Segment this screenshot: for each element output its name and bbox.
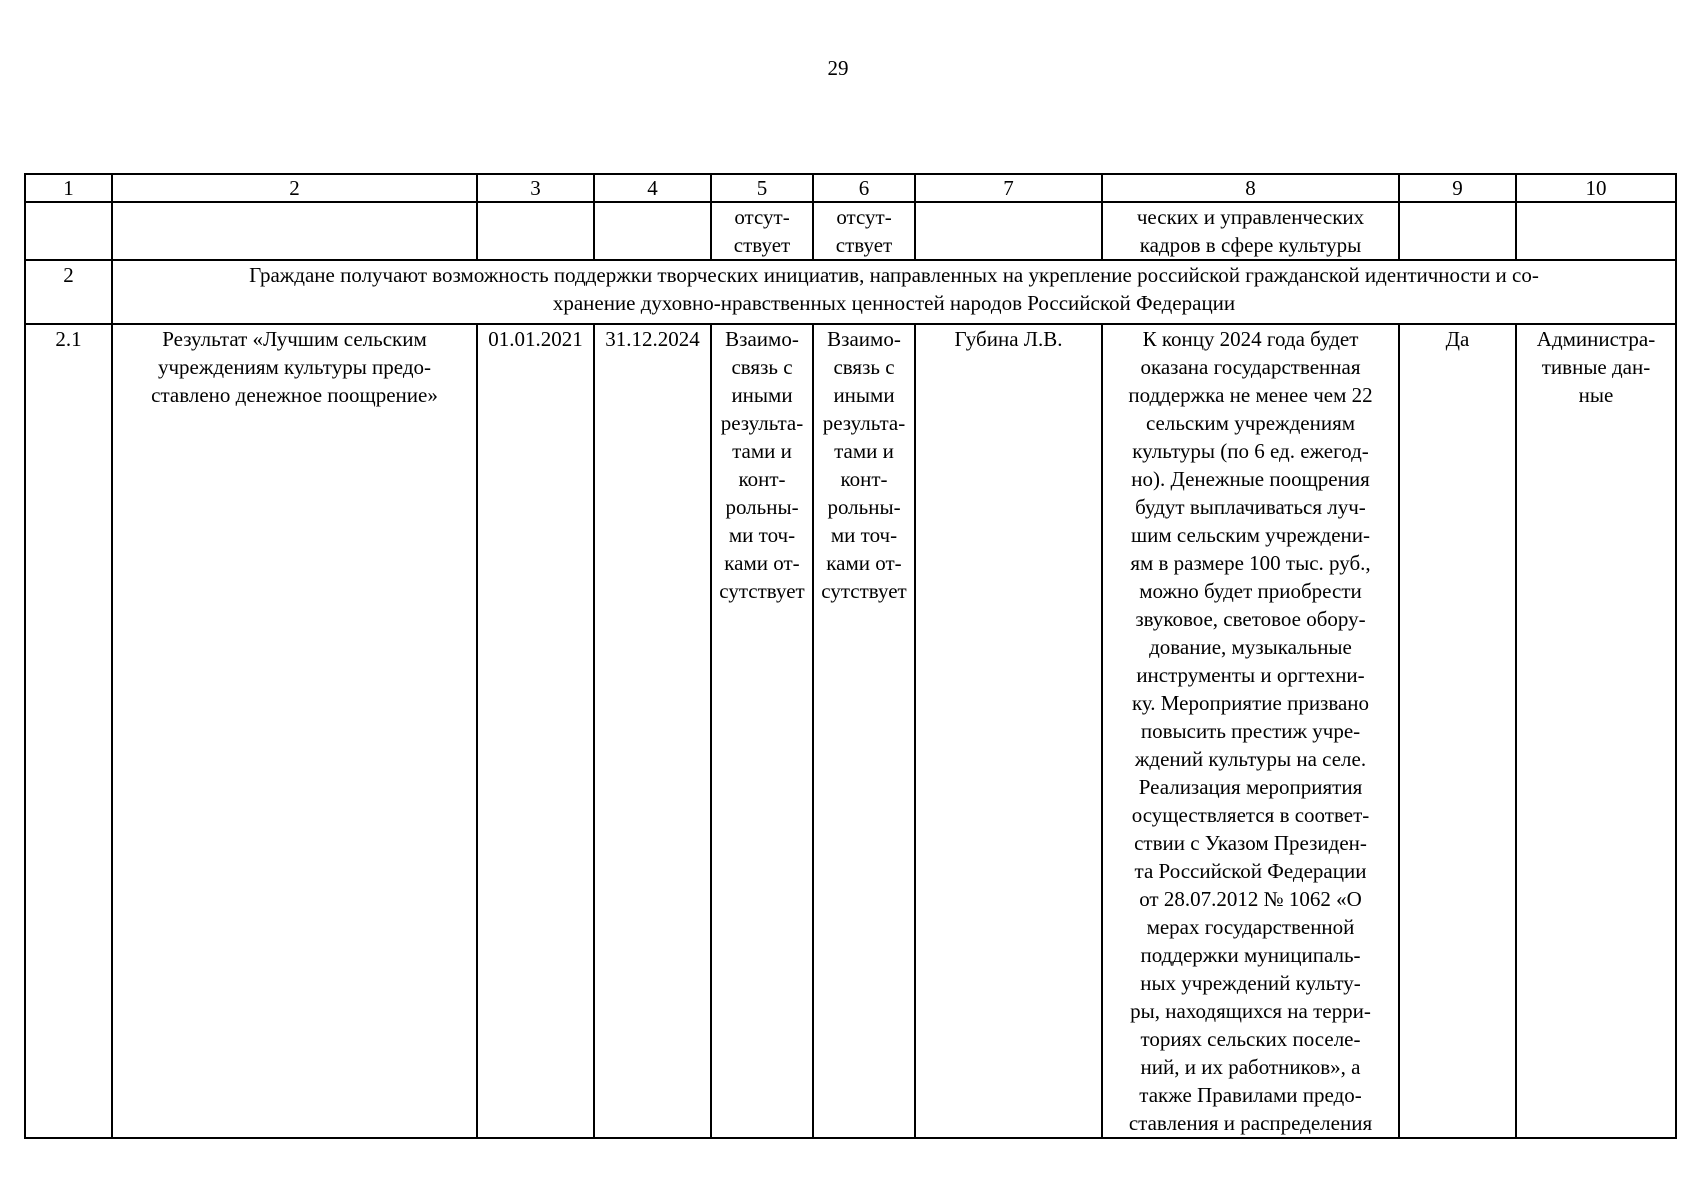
column-header: 1: [25, 174, 112, 202]
column-header: 8: [1102, 174, 1399, 202]
column-header: 6: [813, 174, 915, 202]
data-source: Администра- тивные дан- ные: [1516, 324, 1676, 1138]
column-header: 7: [915, 174, 1102, 202]
column-number-header-row: [25, 174, 1676, 202]
table-cell: [594, 202, 711, 260]
result-title: Результат «Лучшим сельским учреждениям культуры предо- ставлено денежное поощрение»: [112, 324, 477, 1138]
table-cell: отсут- ствует: [711, 202, 813, 260]
table-cell: ческих и управленческих кадров в сфере культуры: [1102, 202, 1399, 260]
result-row: [25, 324, 1676, 1138]
column-header: 10: [1516, 174, 1676, 202]
table-cell: отсут- ствует: [813, 202, 915, 260]
control-points-links-cell: Взаимо- связь с иными результа- тами и конт- рольны- ми точ- ками от- сутствует: [813, 324, 915, 1138]
result-flag: Да: [1399, 324, 1516, 1138]
column-header: 4: [594, 174, 711, 202]
responsible-person: Губина Л.В.: [915, 324, 1102, 1138]
start-date: 01.01.2021: [477, 324, 594, 1138]
column-header: 5: [711, 174, 813, 202]
table-cell: [1399, 202, 1516, 260]
result-number: 2.1: [25, 324, 112, 1138]
column-header: 2: [112, 174, 477, 202]
table-cell: [1516, 202, 1676, 260]
table-cell: [915, 202, 1102, 260]
continuation-row: [25, 202, 1676, 260]
result-links-cell: Взаимо- связь с иными результа- тами и конт- рольны- ми точ- ками от- сутствует: [711, 324, 813, 1138]
section-number: 2: [25, 260, 112, 324]
end-date: 31.12.2024: [594, 324, 711, 1138]
section-row: [25, 260, 1676, 324]
section-description: Граждане получают возможность поддержки творческих инициатив, направленных на укрепление российской гражданской идентичности и со- хранение духовно-нравственных ценностей народов Российской Федерации: [112, 260, 1676, 324]
result-description: К концу 2024 года будет оказана государственная поддержка не менее чем 22 сельским учреждениям культуры (по 6 ед. ежегод- но). Денежные поощрения будут выплачиваться луч- шим сельским учреждени- ям в размере 100 тыс. руб., можно будет приобрести звуковое, световое обору- дование, музыкальные инструменты и оргтехни- ку. Мероприятие призвано повысить престиж учре- ждений культуры на селе. Реализация мероприятия осуществляется в соответ- ствии с Указом Президен- та Российской Федерации от 28.07.2012 № 1062 «О мерах государственной поддержки муниципаль- ных учреждений культу- ры, находящихся на терри- ториях сельских поселе- ний, и их работников», а также Правилами предо- ставления и распределения: [1102, 324, 1399, 1138]
table-cell: [25, 202, 112, 260]
results-table: [24, 173, 1677, 1139]
table-cell: [112, 202, 477, 260]
column-header: 3: [477, 174, 594, 202]
column-header: 9: [1399, 174, 1516, 202]
table-cell: [477, 202, 594, 260]
page-number: 29: [827, 56, 849, 80]
